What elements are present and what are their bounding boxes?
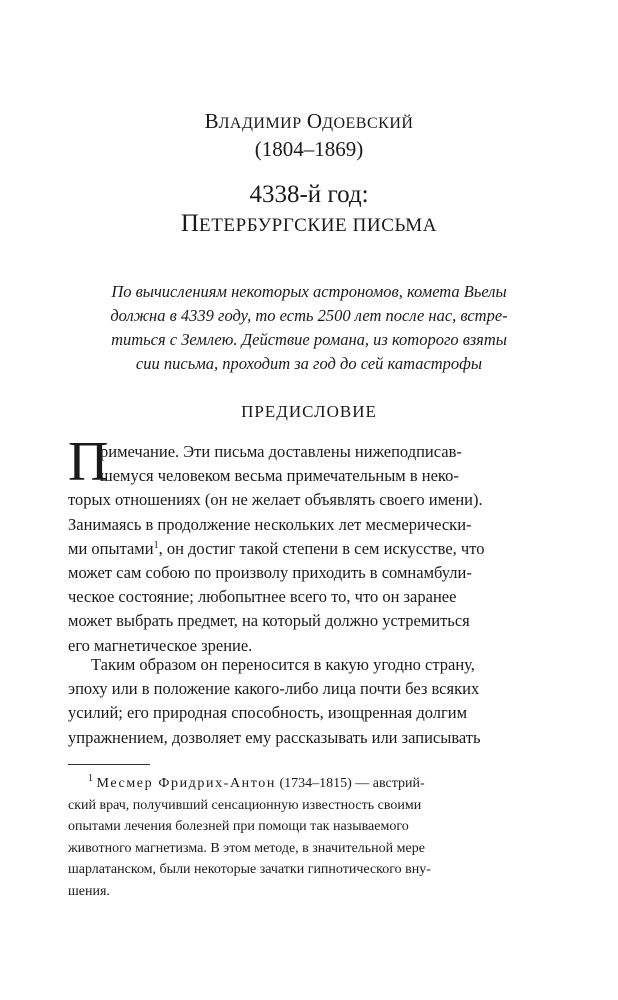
text-line: шемуся человеком весьма примечательным в неко- <box>100 466 459 486</box>
text-line: торых отношениях (он не желает объявлять своего имени). <box>68 490 483 510</box>
footnote-line: шарлатанском, были некоторые зачатки гипнотического вну- <box>68 862 431 877</box>
drop-cap: П <box>68 431 109 493</box>
text-line: Таким образом он переносится в какую угодно страну, <box>91 655 475 674</box>
paragraph-1 <box>68 440 524 658</box>
text-line: упражнением, дозволяет ему рассказывать или записывать <box>68 727 481 747</box>
footnote-divider <box>68 764 150 765</box>
text-line: ми опытами$^1$, он достиг такой степени в сем искусстве, что <box>68 538 485 558</box>
footnote-marker: 1 <box>88 773 93 784</box>
footnote-line: $^1$ Месмер Фридрих-Антон (1734–1815) — австрий- <box>88 773 425 791</box>
footnote <box>68 773 524 902</box>
footnote-line: животного магнетизма. В этом методе, в значительной мере <box>68 840 425 856</box>
section-heading: ПРЕДИСЛОВИЕ <box>241 402 377 421</box>
text-line: Занимаясь в продолжение нескольких лет месмерически- <box>68 514 472 534</box>
footnote-line: опытами лечения болезней при помощи так называемого <box>68 819 409 834</box>
text-line: эпоху или в положение какого-либо лица почти без всяких <box>68 679 480 699</box>
author-years: (1804–1869) <box>254 137 364 161</box>
text-line: может сам собою по произволу приходить в сомнамбули- <box>68 563 472 583</box>
paragraph-2 <box>68 653 524 750</box>
footnote-line: ский врач, получивший сенсационную известность своими <box>68 797 422 813</box>
epigraph-line: По вычислениям некоторых астрономов, комета Вьелы <box>111 282 507 301</box>
epigraph-line: должна в 4339 году, то есть 2500 лет после нас, встре- <box>110 306 508 325</box>
epigraph-line: титься с Землею. Действие романа, из которого взяты <box>111 330 507 349</box>
text-line: усилий; его природная способность, изощренная долгим <box>68 703 468 723</box>
epigraph-line: сии письма, проходит за год до сей катастрофы <box>135 354 483 373</box>
text-line: может выбрать предмет, на который должно устремиться <box>68 611 470 631</box>
author-name: ВЛАДИМИР ОДОЕВСКИЙ <box>204 109 414 133</box>
epigraph <box>74 280 544 376</box>
text-line: ческое состояние; любопытнее всего то, что он заранее <box>68 587 457 607</box>
text-line: римечание. Эти письма доставлены нижеподписав- <box>100 442 462 461</box>
work-title: 4338-й год: <box>249 181 369 208</box>
footnote-name: Месмер Фридрих-Антон <box>96 776 276 791</box>
text-line: его магнетическое зрение. <box>68 635 253 655</box>
work-subtitle: ПЕТЕРБУРГСКИЕ ПИСЬМА <box>180 210 438 237</box>
footnote-line: шения. <box>68 883 110 899</box>
footnote-ref[interactable]: 1 <box>153 539 159 551</box>
